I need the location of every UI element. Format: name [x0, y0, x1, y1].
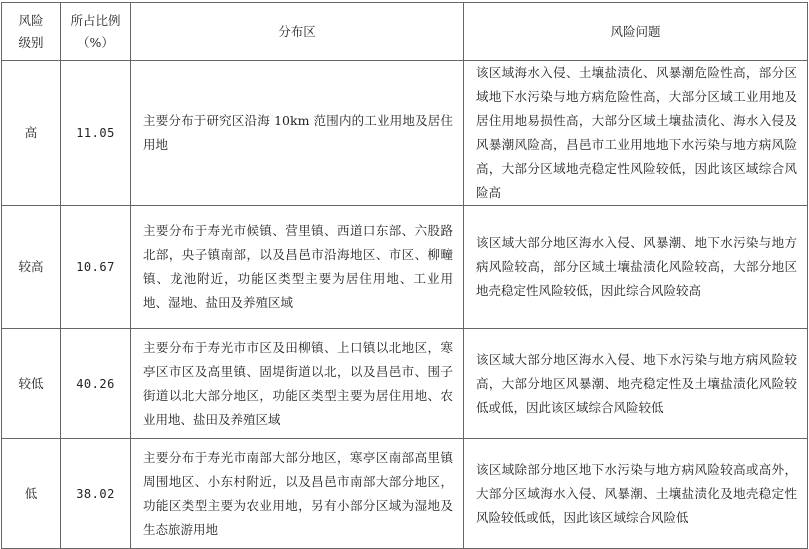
ratio-cell: 40.26: [61, 329, 131, 439]
risk-level-cell: 较低: [2, 329, 61, 439]
header-problem: 风险问题: [464, 3, 808, 61]
table-row: [2, 206, 808, 329]
table-row: [2, 61, 808, 206]
header-area: 分布区: [131, 3, 464, 61]
area-cell: 主要分布于寿光市南部大部分地区，寒亭区南部高里镇周围地区、小东村附近，以及昌邑市南部大部分地区，功能区类型主要为农业用地，另有小部分区域为湿地及生态旅游用地: [131, 439, 464, 549]
table-row: [2, 439, 808, 549]
area-cell: 主要分布于寿光市候镇、营里镇、西道口东部、六股路北部，央子镇南部，以及昌邑市沿海地区、市区、柳疃镇、龙池附近，功能区类型主要为居住用地、工业用地、湿地、盐田及养殖区域: [131, 206, 464, 329]
ratio-cell: 11.05: [61, 61, 131, 206]
ratio-cell: 38.02: [61, 439, 131, 549]
problem-cell: 该区域海水入侵、土壤盐渍化、风暴潮危险性高，部分区域地下水污染与地方病危险性高，大部分区域工业用地及居住用地易损性高，大部分区域土壤盐渍化、海水入侵及风暴潮风险高，昌邑市工业用地地下水污染与地方病风险高，大部分区域地壳稳定性风险较低，因此该区域综合风险高: [464, 61, 808, 206]
table-header-row: [2, 3, 808, 61]
header-risk-level: 风险 级别: [2, 3, 61, 61]
problem-cell: 该区域大部分地区海水入侵、地下水污染与地方病风险较高，大部分地区风暴潮、地壳稳定性及土壤盐渍化风险较低或低，因此该区域综合风险较低: [464, 329, 808, 439]
area-cell: 主要分布于寿光市市区及田柳镇、上口镇以北地区，寒亭区市区及高里镇、固堤街道以北，以及昌邑市、围子街道以北大部分地区，功能区类型主要为居住用地、农业用地、盐田及养殖区域: [131, 329, 464, 439]
risk-level-cell: 较高: [2, 206, 61, 329]
risk-level-cell: 低: [2, 439, 61, 549]
header-ratio: 所占比例 （%）: [61, 3, 131, 61]
ratio-cell: 10.67: [61, 206, 131, 329]
risk-level-cell: 高: [2, 61, 61, 206]
problem-cell: 该区域除部分地区地下水污染与地方病风险较高或高外，大部分区域海水入侵、风暴潮、土壤盐渍化及地壳稳定性风险较低或低，因此该区域综合风险低: [464, 439, 808, 549]
table-row: [2, 329, 808, 439]
area-cell: 主要分布于研究区沿海 10km 范围内的工业用地及居住用地: [131, 61, 464, 206]
risk-table: [1, 2, 808, 549]
problem-cell: 该区域大部分地区海水入侵、风暴潮、地下水污染与地方病风险较高，部分区域土壤盐渍化风险较高，大部分地区地壳稳定性风险较低，因此综合风险较高: [464, 206, 808, 329]
